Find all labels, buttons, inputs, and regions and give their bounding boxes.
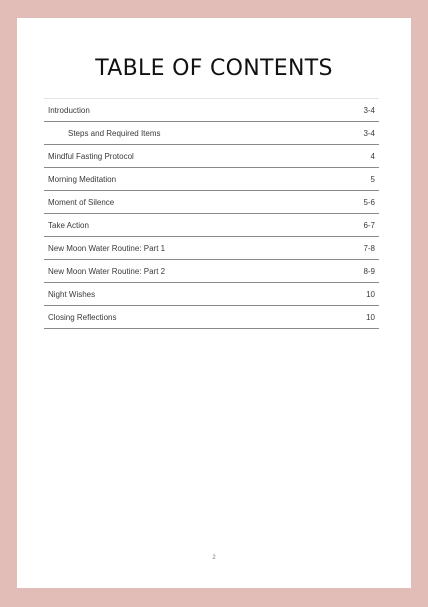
toc-entry-pages: 3-4	[363, 106, 375, 115]
table-of-contents	[44, 98, 379, 329]
document-page	[17, 18, 411, 588]
toc-row-steps-and-required-items[interactable]	[44, 122, 379, 145]
toc-row-new-moon-water-routine-part-1[interactable]	[44, 237, 379, 260]
toc-entry-pages: 7-8	[363, 244, 375, 253]
toc-entry-label: Steps and Required Items	[68, 129, 161, 138]
toc-entry-label: Take Action	[48, 221, 89, 230]
toc-entry-pages: 5	[370, 175, 375, 184]
toc-entry-label: New Moon Water Routine: Part 2	[48, 267, 166, 276]
toc-row-night-wishes[interactable]	[44, 283, 379, 306]
toc-entry-pages: 6-7	[363, 221, 375, 230]
toc-entry-label: New Moon Water Routine: Part 1	[48, 244, 166, 253]
page-number: 2	[212, 555, 216, 561]
toc-entry-pages: 5-6	[363, 198, 375, 207]
toc-entry-pages: 10	[366, 290, 375, 299]
toc-row-new-moon-water-routine-part-2[interactable]	[44, 260, 379, 283]
toc-entry-label: Introduction	[48, 106, 90, 115]
toc-entry-label: Night Wishes	[48, 290, 96, 299]
toc-entry-label: Mindful Fasting Protocol	[48, 152, 134, 161]
toc-row-closing-reflections[interactable]	[44, 306, 379, 329]
toc-row-take-action[interactable]	[44, 214, 379, 237]
toc-entry-label: Moment of Silence	[48, 198, 115, 207]
toc-row-mindful-fasting-protocol[interactable]	[44, 145, 379, 168]
toc-entry-pages: 8-9	[363, 267, 375, 276]
toc-row-introduction[interactable]	[44, 99, 379, 122]
toc-row-moment-of-silence[interactable]	[44, 191, 379, 214]
page-title: TABLE OF CONTENTS	[95, 56, 333, 81]
toc-entry-pages: 3-4	[363, 129, 375, 138]
toc-entry-pages: 4	[370, 152, 375, 161]
toc-entry-label: Morning Meditation	[48, 175, 117, 184]
toc-row-morning-meditation[interactable]	[44, 168, 379, 191]
toc-entry-pages: 10	[366, 313, 375, 322]
toc-entry-label: Closing Reflections	[48, 313, 117, 322]
